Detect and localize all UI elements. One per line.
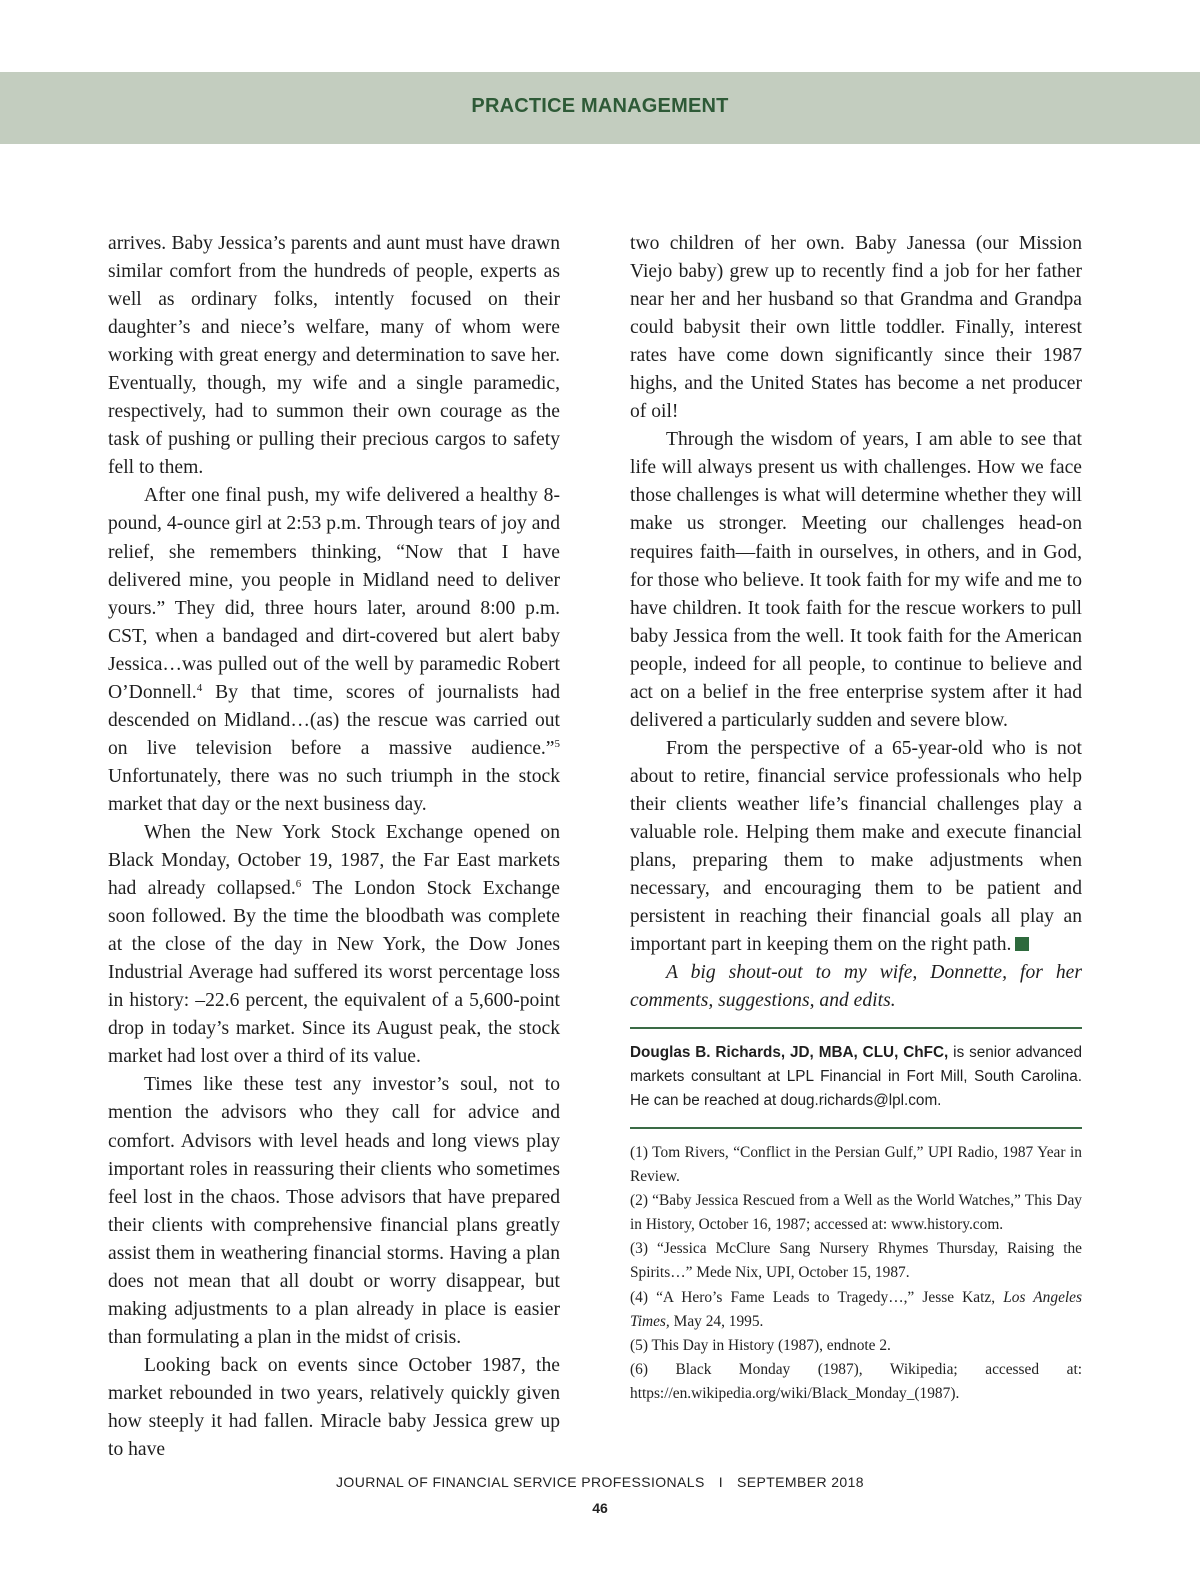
text-run: The London Stock Exchange soon followed. By the time the bloodbath was complete at the close of the day in New York, the Dow Jones Industrial Average had suffered its worst percentage loss in history: –22.6 percent, the equivalent of a 5,600-point drop in today’s market. Since its August peak, the stock market had lost over a third of its value. (108, 878, 560, 1068)
paragraph (630, 735, 1082, 959)
left-column (108, 230, 560, 1464)
paragraph: Times like these test any investor’s soul, not to mention the advisors who they call for advice and comfort. Advisors with level heads and long views play important roles in reassuring their clients who sometimes feel lost in the chaos. Those advisors that have prepared their clients with comprehensive financial plans greatly assist them in weathering financial storms. Having a plan does not mean that all doubt or worry disappear, but making adjustments to a plan already in place is easier than formulating a plan in the midst of crisis. (108, 1074, 560, 1348)
endnote (630, 1286, 1082, 1334)
paragraph: arrives. Baby Jessica’s parents and aunt must have drawn similar comfort from the hundreds of people, experts as well as ordinary folks, intently focused on their daughter’s and niece’s welfare, many of whom were working with great energy and determination to save her. Eventually, though, my wife and a single paramedic, respectively, had to summon their own courage as the task of pushing or pulling their precious cargos to safety fell to them. (108, 233, 560, 479)
bio-top-rule (630, 1027, 1082, 1029)
bio-bottom-rule (630, 1127, 1082, 1129)
paragraph (108, 819, 560, 1071)
dedication: A big shout-out to my wife, Donnette, for her comments, suggestions, and edits. (630, 962, 1082, 1012)
endnote-ref: 4 (196, 681, 203, 694)
footer (0, 1474, 1200, 1490)
author-bio (630, 1041, 1082, 1113)
text-run: After one final push, my wife delivered a healthy 8-pound, 4-ounce girl at 2:53 p.m. Through tears of joy and relief, she remembers thinking, “Now that I have delivered mine, you people in Midland need to deliver yours.” They did, three hours later, around 8:00 p.m. CST, when a bandaged and dirt-covered but alert baby Jessica…was pulled out of the well by paramedic Robert O’Donnell. (108, 485, 560, 703)
page-number: 46 (592, 1500, 608, 1516)
paragraph: Looking back on events since October 1987, the market rebounded in two years, relatively quickly given how steeply it had fallen. Miracle baby Jessica grew up to have (108, 1354, 560, 1461)
endnote: (3) “Jessica McClure Sang Nursery Rhymes Thursday, Raising the Spirits…” Mede Nix, UPI, October 15, 1987. (630, 1240, 1082, 1282)
paragraph: two children of her own. Baby Janessa (our Mission Viejo baby) grew up to recently find a job for her father near her and her husband so that Grandma and Grandpa could babysit their own little toddler. Finally, interest rates have come down significantly since their 1987 highs, and the United States has become a net producer of oil! (630, 233, 1082, 423)
endnote-publication: Los Angeles Times, (630, 1288, 1082, 1330)
paragraph: Through the wisdom of years, I am able to see that life will always present us with challenges. How we face those challenges is what will determine whether they will make us stronger. Meeting our challenges head-on requires faith—faith in ourselves, in others, and in God, for those who believe. It took faith for my wife and me to have children. It took faith for the rescue workers to pull baby Jessica from the well. It took faith for the American people, indeed for all people, to continue to believe and act on a belief in the free enterprise system after it had delivered a particularly sudden and severe blow. (630, 429, 1082, 731)
author-bio-text: is senior advanced markets consultant at LPL Financial in Fort Mill, South Carolina. He can be reached at doug.richards@lpl.com. (630, 1044, 1082, 1109)
endnote: (2) “Baby Jessica Rescued from a Well as the World Watches,” This Day in History, October 16, 1987; accessed at: www.history.com. (630, 1192, 1082, 1234)
endnote-ref: 5 (554, 737, 560, 750)
section-title: PRACTICE MANAGEMENT (471, 95, 729, 117)
endnote: (1) Tom Rivers, “Conflict in the Persian Gulf,” UPI Radio, 1987 Year in Review. (630, 1144, 1082, 1186)
right-column (630, 230, 1082, 1015)
author-name: Douglas B. Richards, JD, MBA, CLU, ChFC, (630, 1044, 949, 1061)
end-of-article-square-icon (1015, 937, 1029, 951)
endnotes (630, 1141, 1082, 1406)
endnote-text: (4) “A Hero’s Fame Leads to Tragedy…,” Jesse Katz, (630, 1288, 1004, 1306)
text-run: From the perspective of a 65-year-old who is not about to retire, financial service professionals who help their clients weather life’s financial challenges play a valuable role. Helping them make and execute financial plans, preparing them to make adjustments when necessary, and encouraging them to be patient and persistent in reaching their financial goals all play an important part in keeping them on the right path. (630, 737, 1082, 956)
journal-name: JOURNAL OF FINANCIAL SERVICE PROFESSIONALS (336, 1474, 705, 1490)
endnote-ref: 6 (295, 878, 302, 891)
text-run: Unfortunately, there was no such triumph in the stock market that day or the next business day. (108, 765, 560, 815)
endnote-text: May 24, 1995. (669, 1312, 764, 1330)
text-run: When the New York Stock Exchange opened on Black Monday, October 19, 1987, the Far East markets had already collapsed. (108, 821, 560, 900)
footer-separator: I (718, 1474, 723, 1490)
issue-date: SEPTEMBER 2018 (737, 1474, 864, 1490)
endnote: (6) Black Monday (1987), Wikipedia; accessed at: https://en.wikipedia.org/wiki/Black_Monday_(1987). (630, 1360, 1082, 1402)
text-run: By that time, scores of journalists had descended on Midland…(as) the rescue was carried out on live television before a massive audience.” (108, 681, 560, 759)
paragraph (108, 482, 560, 819)
endnote: (5) This Day in History (1987), endnote 2. (630, 1336, 891, 1354)
